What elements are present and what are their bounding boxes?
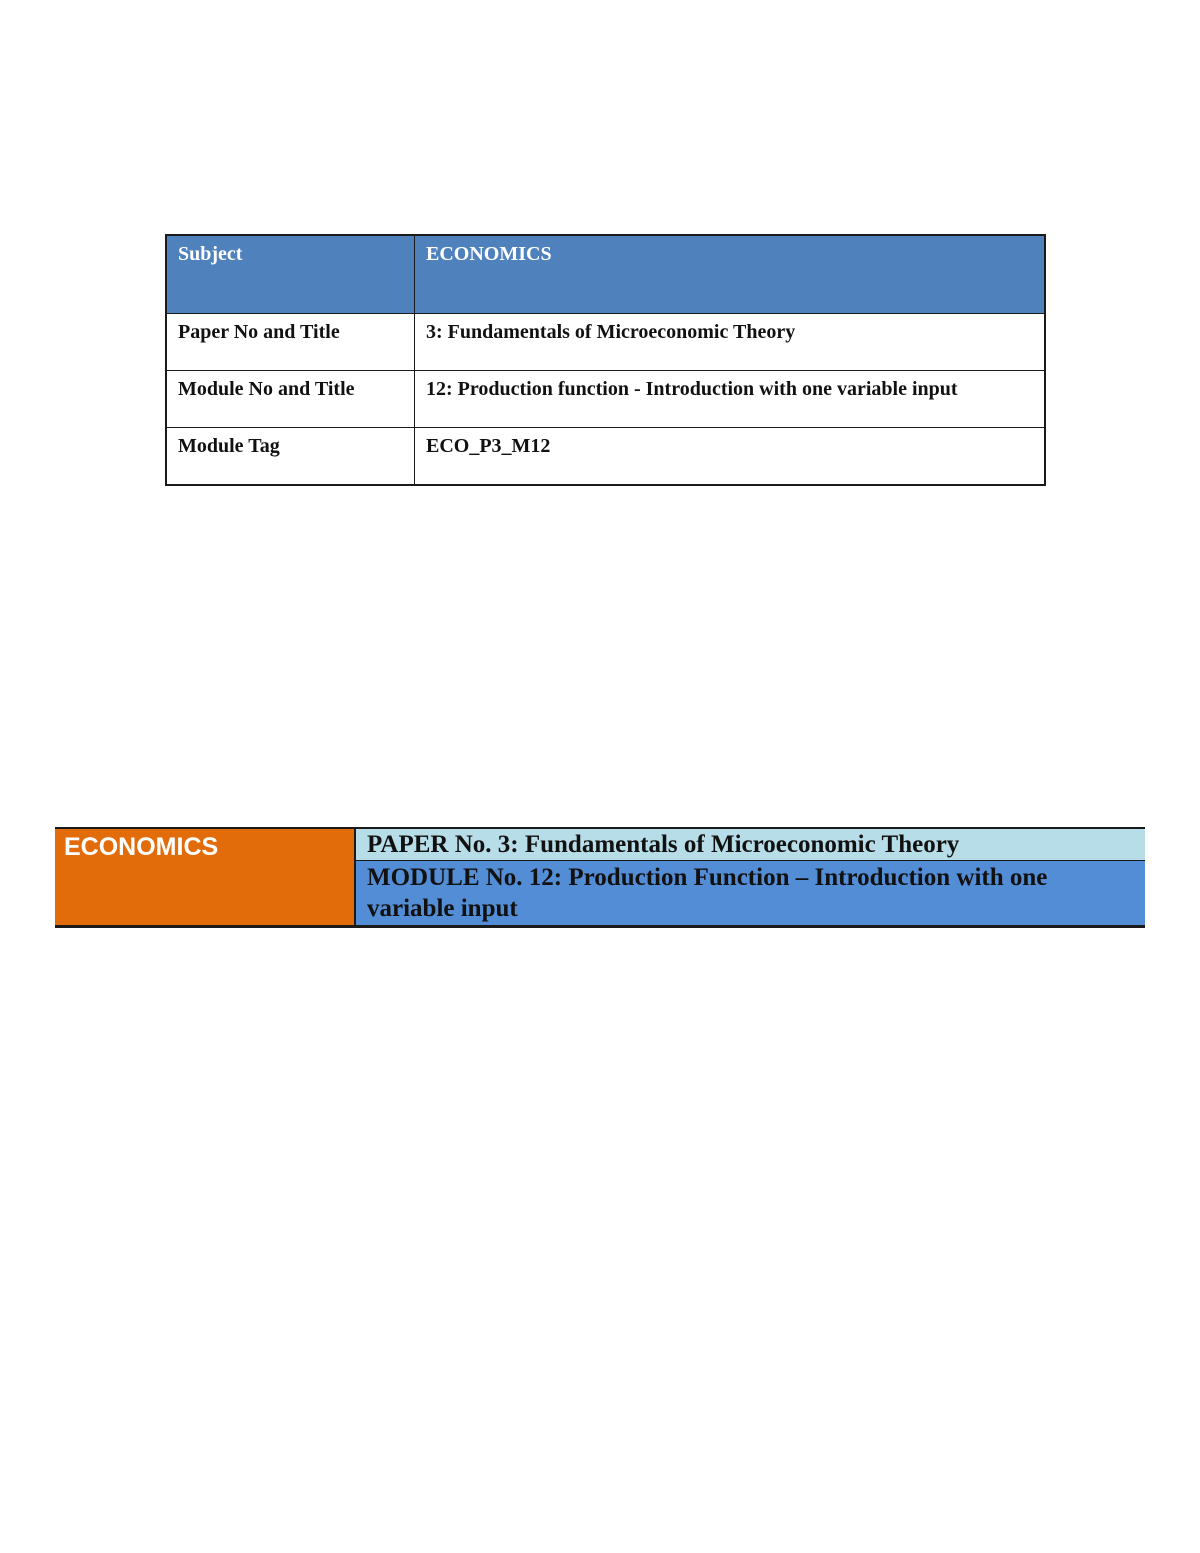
module-value: 12: Production function - Introduction with one variable input (415, 371, 1046, 428)
page-header-banner (55, 827, 1145, 928)
subject-value: ECONOMICS (415, 235, 1046, 314)
module-label: Module No and Title (166, 371, 415, 428)
table-row-paper (166, 314, 1045, 371)
module-info-table (165, 234, 1046, 486)
banner-module: MODULE No. 12: Production Function – Introduction with one variable input (356, 861, 1145, 925)
subject-label: Subject (166, 235, 415, 314)
table-row-tag (166, 428, 1045, 486)
table-row-subject (166, 235, 1045, 314)
table-row-module (166, 371, 1045, 428)
paper-label: Paper No and Title (166, 314, 415, 371)
paper-value: 3: Fundamentals of Microeconomic Theory (415, 314, 1046, 371)
banner-paper: PAPER No. 3: Fundamentals of Microeconomic Theory (356, 829, 1145, 861)
banner-details (356, 829, 1145, 925)
banner-subject: ECONOMICS (55, 829, 356, 925)
tag-value: ECO_P3_M12 (415, 428, 1046, 486)
tag-label: Module Tag (166, 428, 415, 486)
